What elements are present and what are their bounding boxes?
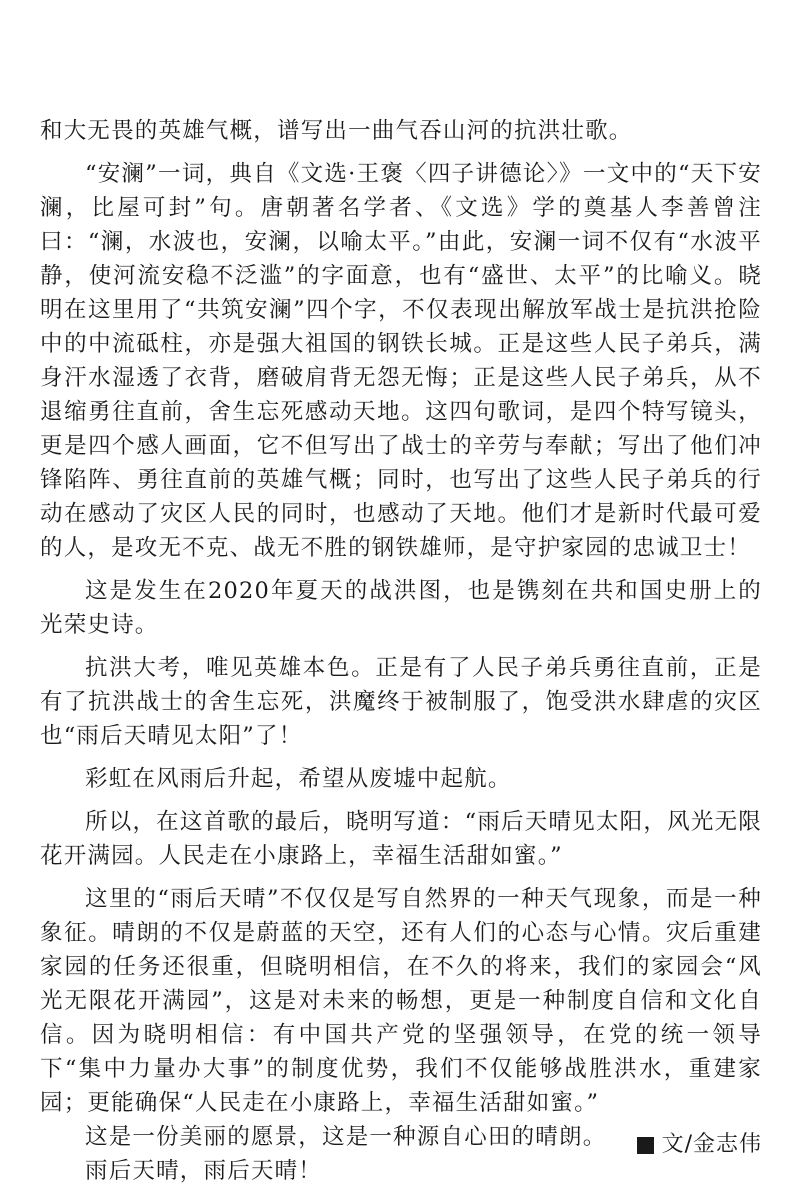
paragraph-9: 雨后天晴，雨后天晴！ [85,1158,323,1184]
paragraph-2: “安澜”一词，典自《文选·王褒〈四子讲德论〉》一文中的“天下安澜，比屋可封”句。唐朝著名学者、《文选》学的奠基人李善曾注曰：“澜，水波也，安澜，以喻太平。”由此，安澜一词不仅有“水波平静，使河流安稳不泛滥”的字面意，也有“盛世、太平”的比喻义。晓明在这里用了“共筑安澜”四个字，不仅表现出解放军战士是抗洪抢险中的中流砥柱，亦是强大祖国的钢铁长城。正是这些人民子弟兵，满身汗水湿透了衣背，磨破肩背无怨无悔；正是这些人民子弟兵，从不退缩勇往直前，舍生忘死感动天地。这四句歌词，是四个特写镜头，更是四个感人画面，它不但写出了战士的辛劳与奉献；写出了他们冲锋陷阵、勇往直前的英雄气概；同时，也写出了这些人民子弟兵的行动在感动了灾区人民的同时，也感动了天地。他们才是新时代最可爱的人，是攻无不克、战无不胜的钢铁雄师，是守护家园的忠诚卫士！ [40,161,762,561]
paragraph-7: 这里的“雨后天晴”不仅仅是写自然界的一种天气现象，而是一种象征。晴朗的不仅是蔚蓝的天空，还有人们的心态与心情。灾后重建家园的任务还很重，但晓明相信，在不久的将来，我们的家园会“风光无限花开满园”，这是对未来的畅想，更是一种制度自信和文化自信。因为晓明相信：有中国共产党的坚强领导，在党的统一领导下“集中力量办大事”的制度优势，我们不仅能够战胜洪水，重建家园；更能确保“人民走在小康路上，幸福生活甜如蜜。” [40,886,762,1116]
square-bullet-icon [637,1137,654,1154]
paragraph-8: 这是一份美丽的愿景，这是一种源自心田的晴朗。 [85,1124,607,1150]
paragraph-4: 抗洪大考，唯见英雄本色。正是有了人民子弟兵勇往直前，正是有了抗洪战士的舍生忘死，洪魔终于被制服了，饱受洪水肆虐的灾区也“雨后天晴见太阳”了！ [40,655,762,749]
byline-text: 文/金志伟 [661,1132,762,1157]
paragraph-5: 彩虹在风雨后升起，希望从废墟中起航。 [85,766,512,792]
byline [637,1130,762,1160]
paragraph-3: 这是发生在2020年夏天的战洪图，也是镌刻在共和国史册上的光荣史诗。 [40,578,762,638]
paragraph-6: 所以，在这首歌的最后，晓明写道：“雨后天晴见太阳，风光无限花开满园。人民走在小康路上，幸福生活甜如蜜。” [40,809,762,869]
paragraph-1: 和大无畏的英雄气概，谱写出一曲气吞山河的抗洪壮歌。 [40,118,633,144]
